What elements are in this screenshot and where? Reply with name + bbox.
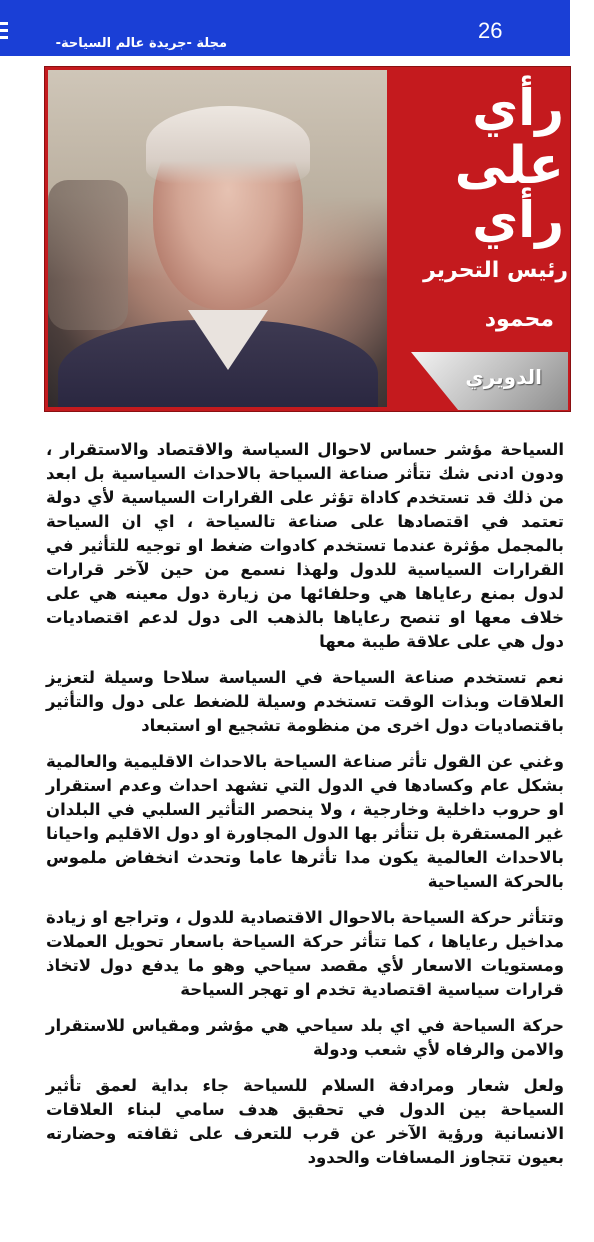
article-paragraph: ولعل شعار ومرادفة السلام للسياحة جاء بداية لعمق تأثير السياحة بين الدول في تحقيق هدف سامي لبناء العلاقات الانسانية ورؤية الآخر عن قرب للتعرف على ثقافته وحضارته بعيون تتجاوز المسافات والحدود: [46, 1076, 564, 1167]
article-paragraph: وغني عن القول تأثر صناعة السياحة بالاحداث الاقليمية والعالمية بشكل عام وكسادها في الدول التي تشهد احداث وعدم استقرار او حروب داخلية وخارجية ، ولا ينحصر التأثير السلبي في البلدان غير المستقرة بل تتأثر بها الدول المجاورة او دول الاقليم واحيانا بالاحداث العالمية يكون مدا تأثرها عاما وتحدث انخفاض ملموس بالحركة السياحية: [46, 752, 564, 891]
header-decor-lines: [0, 22, 8, 44]
magazine-title: مجلة -جريدة عالم السياحة-: [55, 36, 227, 51]
author-role: رئيس التحرير: [423, 258, 568, 283]
column-title-line-3: رأي: [472, 191, 564, 249]
article-body: [46, 438, 564, 1182]
column-title-line-2: على: [454, 136, 564, 196]
author-first-name: محمود: [484, 307, 554, 332]
page-number: 26: [478, 18, 503, 43]
author-last-name: الدويري: [465, 365, 542, 389]
article-paragraph: السياحة مؤشر حساس لاحوال السياسة والاقتصاد والاستقرار ، ودون ادنى شك تتأثر صناعة السياحة بالاحداث السياسية بل ابعد من ذلك قد تستخدم كاداة تؤثر على القرارات السياسية لأي دولة تعتمد في اقتصادها على صناعة تالسياحة ، اي ان السياحة بالمجمل مؤثرة عندما تستخدم كادوات ضغط او توجيه للتأثير في القرارات السياسية للدول ولهذا نسمع من حين لآخر قرارات لدول بمنع رعاياها هي وحلفائها من زيارة دول معينه هي على خلاف معها او تنصح رعاياها بالذهب الى دول لدعم اقتصاديات دول هي على علاقة طيبة معها: [46, 440, 564, 651]
author-photo: [48, 70, 387, 407]
article-paragraph: نعم تستخدم صناعة السياحة في السياسة سلاحا وسيلة لتعزيز العلاقات وبذات الوقت تستخدم وسيلة للضغط على دول والتأثير باقتصاديات دول اخرى من منظومة تشجيع او استبعاد: [46, 668, 564, 735]
photo-chair: [48, 180, 128, 330]
photo-hair: [146, 106, 310, 184]
header-edge: [570, 0, 594, 56]
column-title-line-1: رأي: [472, 79, 564, 137]
article-paragraph: حركة السياحة في اي بلد سياحي هي مؤشر ومقياس للاستقرار والامن والرفاه لأي شعب ودولة: [46, 1016, 564, 1059]
article-paragraph: وتتأثر حركة السياحة بالاحوال الاقتصادية للدول ، وتراجع او زيادة مداخيل رعاياها ، كما تتأثر حركة السياحة باسعار تحويل العملات ومستويات الاسعار لأي مقصد سياحي وهو ما يدفع دول لاتخاذ قرارات سياسية اقتصادية تخدم او تهجر السياحة: [46, 908, 564, 999]
